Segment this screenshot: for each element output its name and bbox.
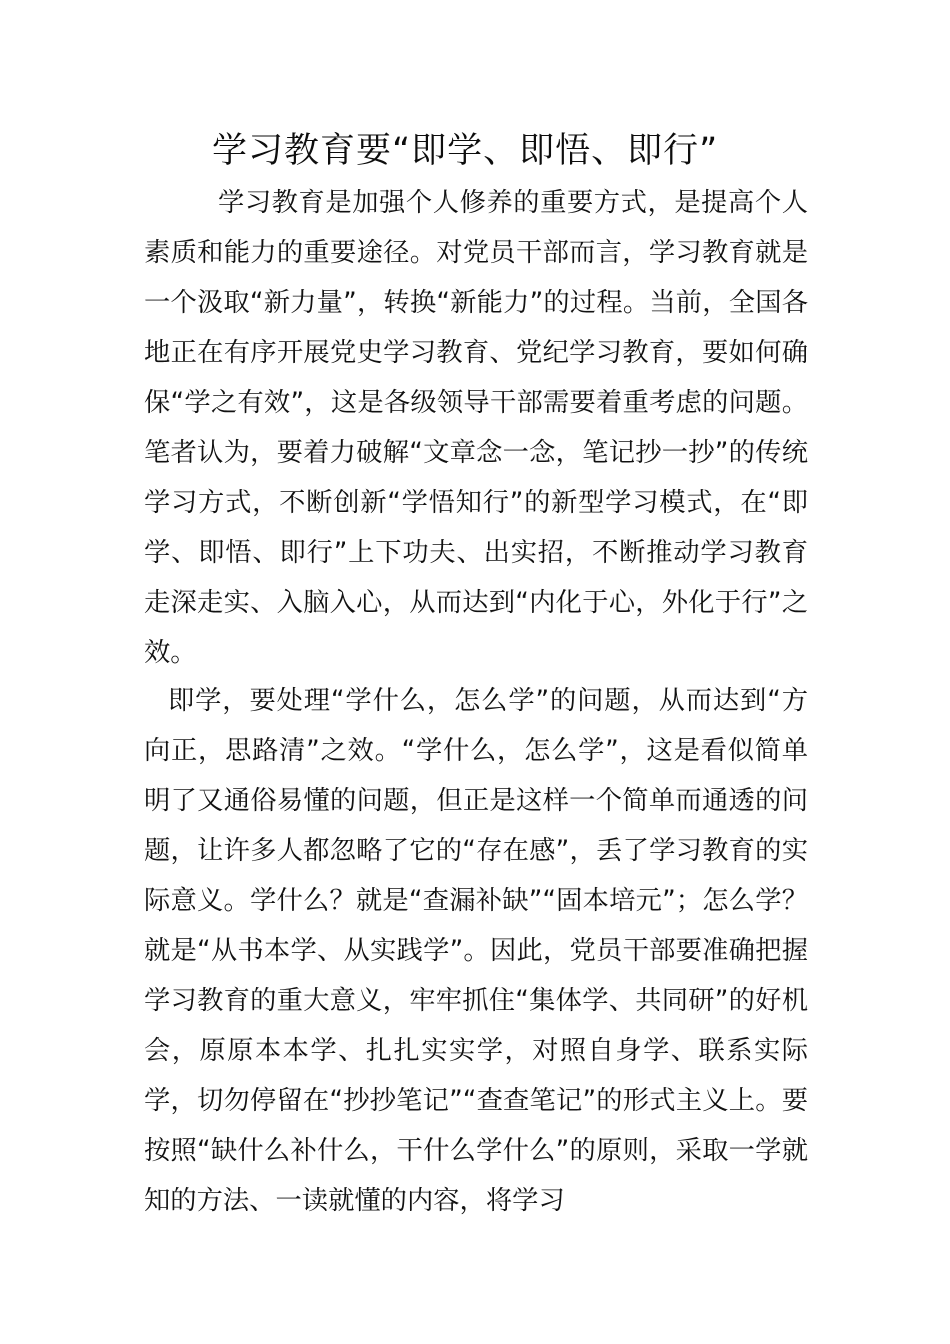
- body-paragraph: 即学，要处理“学什么，怎么学”的问题，从而达到“方向正，思路清”之效。“学什么，怎么学”，这是看似简单明了又通俗易懂的问题，但正是这样一个简单而通透的问题，让许多人都忽略了它的“存在感”，丢了学习教育的实际意义。学什么？就是“查漏补缺”“固本培元”；怎么学？就是“从书本学、从实践学”。因此，党员干部要准确把握学习教育的重大意义，牢牢抓住“集体学、共同研”的好机会，原原本本学、扎扎实实学，对照自身学、联系实际学，切勿停留在“抄抄笔记”“查查笔记”的形式主义上。要按照“缺什么补什么，干什么学什么”的原则，采取一学就知的方法、一读就懂的内容，将学习: [144, 686, 808, 1216]
- body-paragraph: 学习教育是加强个人修养的重要方式，是提高个人素质和能力的重要途径。对党员干部而言，学习教育就是一个汲取“新力量”，转换“新能力”的过程。当前，全国各地正在有序开展党史学习教育、党纪学习教育，要如何确保“学之有效”，这是各级领导干部需要着重考虑的问题。笔者认为，要着力破解“文章念一念，笔记抄一抄”的传统学习方式，不断创新“学悟知行”的新型学习模式，在“即学、即悟、即行”上下功夫、出实招，不断推动学习教育走深走实、入脑入心，从而达到“内化于心，外化于行”之效。: [144, 188, 808, 668]
- document-title: 学习教育要“即学、即悟、即行”: [212, 131, 719, 171]
